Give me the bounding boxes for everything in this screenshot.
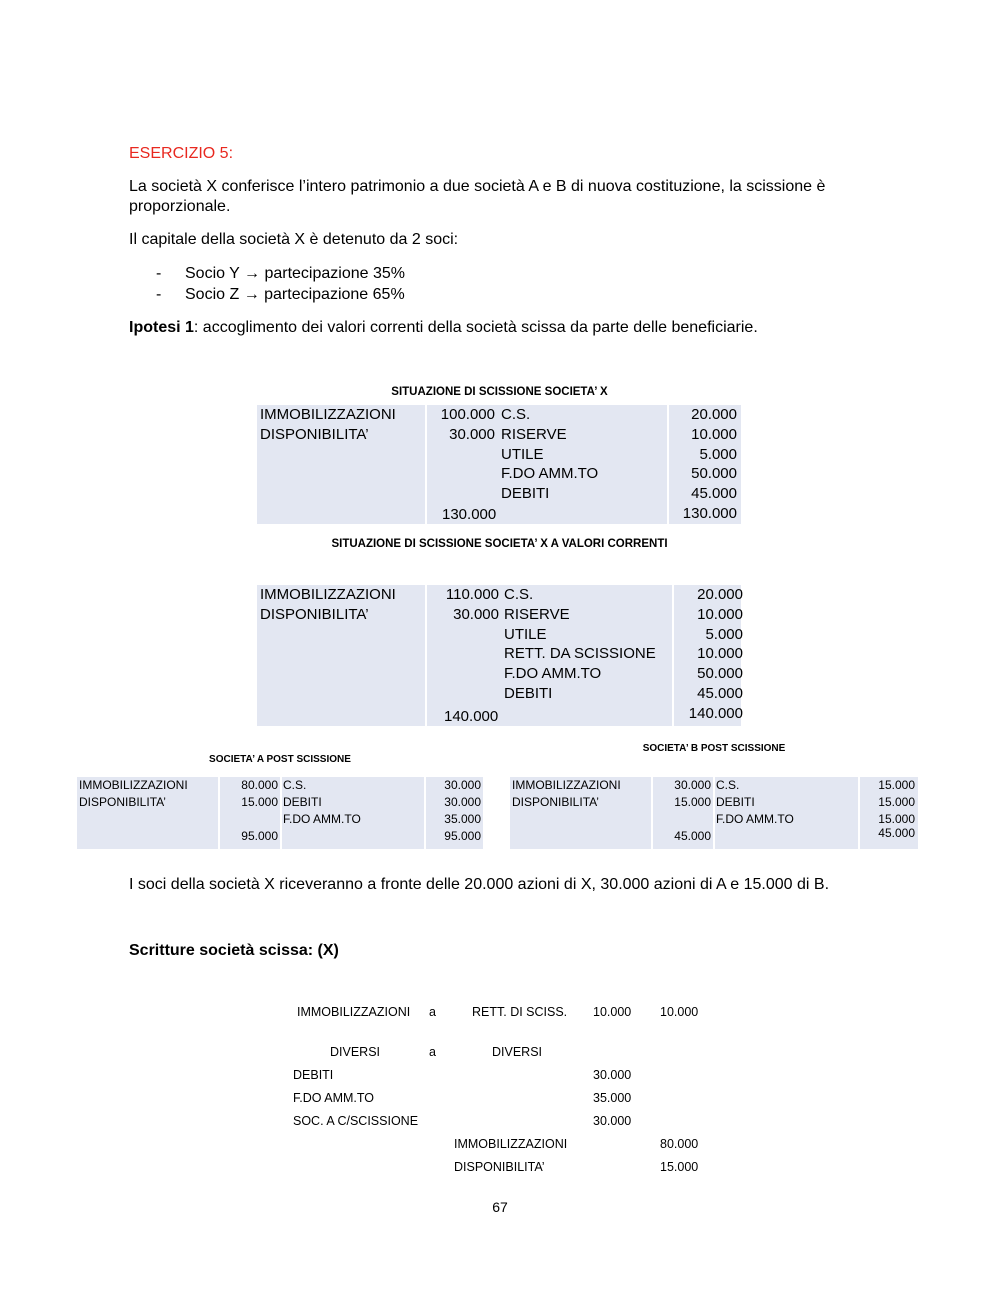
table2-liab-3: UTILE xyxy=(504,626,547,643)
table2-liab-4: RETT. DA SCISSIONE xyxy=(504,645,656,662)
shareholder-2: Socio Z → partecipazione 65% xyxy=(185,286,405,303)
shareholder-1-dash: - xyxy=(156,265,162,282)
table2-balance xyxy=(257,585,741,726)
table2-liab-value-2: 10.000 xyxy=(697,606,743,623)
table1-liab-2: RISERVE xyxy=(501,426,567,443)
tableB-liab-3: F.DO AMM.TO xyxy=(716,812,794,826)
intro-line-2: proporzionale. xyxy=(129,198,231,215)
tableA-liab-3: F.DO AMM.TO xyxy=(283,812,361,826)
je2-debit-account-2: F.DO AMM.TO xyxy=(293,1091,375,1105)
tableB-liab-total: 45.000 xyxy=(878,826,915,840)
tableB-liab-value-3: 15.000 xyxy=(878,812,915,826)
table1-liab-5: DEBITI xyxy=(501,485,550,502)
table2-liab-value-1: 20.000 xyxy=(697,586,743,603)
tableB-balance xyxy=(510,777,918,849)
table1-title: SITUAZIONE DI SCISSIONE SOCIETA’ X xyxy=(391,386,608,398)
tableA-asset-total: 95.000 xyxy=(241,829,278,843)
je2-credit-account-2: DISPONIBILITA’ xyxy=(454,1160,545,1174)
tableB-asset-1: IMMOBILIZZAZIONI xyxy=(512,778,621,792)
shareholder-2-dash: - xyxy=(156,286,162,303)
tableA-balance xyxy=(77,777,483,849)
shareholder-1: Socio Y → partecipazione 35% xyxy=(185,265,405,282)
table2-liab-6: DEBITI xyxy=(504,685,553,702)
table2-asset-value-2: 30.000 xyxy=(453,606,499,623)
tableA-asset-value-2: 15.000 xyxy=(241,795,278,809)
intro-line-1: La società X conferisce l’intero patrimonio a due società A e B di nuova costituzione, la scissione è xyxy=(129,178,826,195)
tableA-title: SOCIETA’ A POST SCISSIONE xyxy=(209,754,351,765)
table1-asset-1: IMMOBILIZZAZIONI xyxy=(260,406,396,423)
entries-title: Scritture società scissa: (X) xyxy=(129,942,339,959)
table1-asset-2: DISPONIBILITA’ xyxy=(260,426,369,443)
table2-liab-value-3: 5.000 xyxy=(705,626,743,643)
tableB-liab-value-2: 15.000 xyxy=(878,795,915,809)
tableB-liab-value-1: 15.000 xyxy=(878,778,915,792)
table2-liab-value-6: 45.000 xyxy=(697,685,743,702)
tableB-liab-1: C.S. xyxy=(716,778,740,792)
tableB-asset-2: DISPONIBILITA’ xyxy=(512,795,599,809)
tableA-liab-value-3: 35.000 xyxy=(444,812,481,826)
table2-liab-value-4: 10.000 xyxy=(697,645,743,662)
table1-liab-value-2: 10.000 xyxy=(691,426,737,443)
table1-asset-value-2: 30.000 xyxy=(449,426,495,443)
tableB-asset-total: 45.000 xyxy=(674,829,711,843)
je2-debit-amount-2: 35.000 xyxy=(593,1091,632,1105)
shares-sentence: I soci della società X riceveranno a fronte delle 20.000 azioni di X, 30.000 azioni di A e 15.000 di B. xyxy=(129,876,830,893)
tableB-title: SOCIETA’ B POST SCISSIONE xyxy=(642,743,786,754)
je1-dare: 10.000 xyxy=(593,1005,632,1019)
tableA-liab-value-1: 30.000 xyxy=(444,778,481,792)
je2-a: a xyxy=(429,1045,436,1059)
table2-liab-2: RISERVE xyxy=(504,606,570,623)
tableA-asset-value-1: 80.000 xyxy=(241,778,278,792)
table1-liab-4: F.DO AMM.TO xyxy=(501,465,599,482)
je1-a: a xyxy=(429,1005,436,1019)
tableA-asset-2: DISPONIBILITA’ xyxy=(79,795,166,809)
je2-credit-amount-2: 15.000 xyxy=(660,1160,699,1174)
tableA-asset-1: IMMOBILIZZAZIONI xyxy=(79,778,188,792)
table1-balance xyxy=(257,405,741,524)
je2-debit-account-3: SOC. A C/SCISSIONE xyxy=(293,1114,419,1128)
tableB-liab-2: DEBITI xyxy=(716,795,755,809)
table1-asset-total: 130.000 xyxy=(442,506,497,523)
table2-asset-2: DISPONIBILITA’ xyxy=(260,606,369,623)
table2-asset-1: IMMOBILIZZAZIONI xyxy=(260,586,396,603)
hypothesis-text: : accoglimento dei valori correnti della società scissa da parte delle beneficiarie. xyxy=(193,319,758,336)
table1-liab-value-3: 5.000 xyxy=(699,446,737,463)
je1-debit: IMMOBILIZZAZIONI xyxy=(297,1005,411,1019)
tableA-liab-2: DEBITI xyxy=(283,795,322,809)
je2-debit-amount-3: 30.000 xyxy=(593,1114,632,1128)
table1-liab-3: UTILE xyxy=(501,446,544,463)
table2-liab-1: C.S. xyxy=(504,586,534,603)
je2-credit-account-1: IMMOBILIZZAZIONI xyxy=(454,1137,568,1151)
hypothesis-label: Ipotesi 1 xyxy=(129,319,194,336)
table1-liab-value-1: 20.000 xyxy=(691,406,737,423)
table2-asset-total: 140.000 xyxy=(444,708,499,725)
je2-credit: DIVERSI xyxy=(492,1045,543,1059)
table1-liab-1: C.S. xyxy=(501,406,531,423)
je1-avere: 10.000 xyxy=(660,1005,699,1019)
tableA-liab-1: C.S. xyxy=(283,778,307,792)
tableB-asset-value-2: 15.000 xyxy=(674,795,711,809)
table1-liab-total: 130.000 xyxy=(682,505,737,522)
table2-liab-value-5: 50.000 xyxy=(697,665,743,682)
exercise-title: ESERCIZIO 5: xyxy=(129,145,234,162)
table1-asset-value-1: 100.000 xyxy=(440,406,495,423)
table2-asset-value-1: 110.000 xyxy=(445,586,499,603)
tableB-asset-value-1: 30.000 xyxy=(674,778,711,792)
page-number: 67 xyxy=(492,1199,508,1215)
je1-credit: RETT. DI SCISS. xyxy=(472,1005,568,1019)
table1-liab-value-5: 45.000 xyxy=(691,485,737,502)
hypothesis-line xyxy=(129,318,758,338)
table1-liab-value-4: 50.000 xyxy=(691,465,737,482)
je2-debit: DIVERSI xyxy=(330,1045,381,1059)
je2-credit-amount-1: 80.000 xyxy=(660,1137,699,1151)
capital-line: Il capitale della società X è detenuto da 2 soci: xyxy=(129,231,459,248)
je2-debit-account-1: DEBITI xyxy=(293,1068,334,1082)
table2-title: SITUAZIONE DI SCISSIONE SOCIETA’ X A VALORI CORRENTI xyxy=(331,538,668,550)
tableA-liab-value-2: 30.000 xyxy=(444,795,481,809)
table2-liab-5: F.DO AMM.TO xyxy=(504,665,602,682)
tableA-liab-total: 95.000 xyxy=(444,829,481,843)
je2-debit-amount-1: 30.000 xyxy=(593,1068,632,1082)
table2-liab-total: 140.000 xyxy=(688,705,743,722)
